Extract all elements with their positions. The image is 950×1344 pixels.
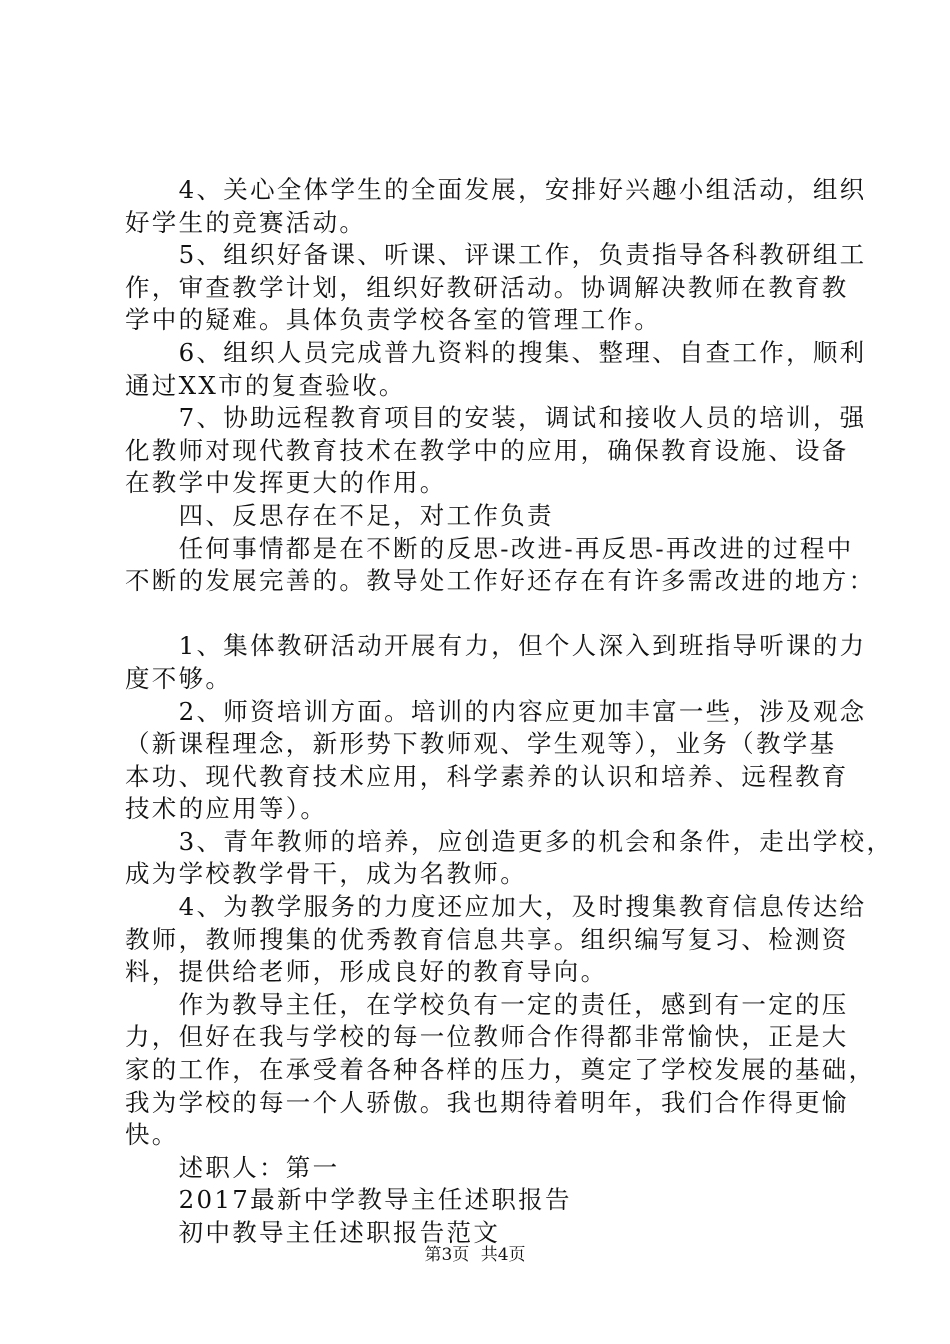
text-line: 好学生的竞赛活动。: [125, 207, 367, 237]
signature-line: 述职人：第一: [125, 1152, 340, 1182]
page-number: 第3页: [424, 1245, 470, 1265]
text-line: 化教师对现代教育技术在教学中的应用，确保教育设施、设备: [125, 435, 849, 465]
text-line: 教师，教师搜集的优秀教育信息共享。组织编写复习、检测资: [125, 924, 849, 954]
section-heading: 四、反思存在不足，对工作负责: [125, 500, 554, 530]
text-line: 2、师资培训方面。培训的内容应更加丰富一些，涉及观念: [125, 696, 867, 726]
text-line: 家的工作，在承受着各种各样的压力，奠定了学校发展的基础，: [125, 1055, 876, 1085]
text-line: 度不够。: [125, 663, 233, 693]
text-line: 不断的发展完善的。教导处工作好还存在有许多需改进的地方：: [125, 566, 876, 596]
text-line: 6、组织人员完成普九资料的搜集、整理、自查工作，顺利: [125, 337, 867, 367]
text-line: 4、关心全体学生的全面发展，安排好兴趣小组活动，组织: [125, 175, 867, 204]
text-line: 快。: [125, 1120, 179, 1150]
related-title: 初中教导主任述职报告范文: [125, 1218, 501, 1247]
text-line: 作，审查教学计划，组织好教研活动。协调解决教师在教育教: [125, 272, 849, 302]
document-body: [125, 174, 894, 1250]
text-line: 5、组织好备课、听课、评课工作，负责指导各科教研组工: [125, 240, 867, 270]
text-line: 3、青年教师的培养，应创造更多的机会和条件，走出学校，: [125, 826, 894, 856]
text-line: 通过XX市的复查验收。: [125, 370, 406, 400]
text-line: 我为学校的每一个人骄傲。我也期待着明年，我们合作得更愉: [125, 1087, 849, 1117]
text-line: 1、集体教研活动开展有力，但个人深入到班指导听课的力: [125, 631, 867, 661]
text-line: 成为学校教学骨干，成为名教师。: [125, 859, 527, 889]
text-line: （新课程理念，新形势下教师观、学生观等），业务（教学基: [125, 729, 837, 759]
text-line: 技术的应用等）。: [125, 794, 328, 824]
page-footer: [0, 1240, 950, 1265]
text-line: 任何事情都是在不断的反思-改进-再反思-再改进的过程中: [125, 533, 854, 563]
text-line: 力，但好在我与学校的每一位教师合作得都非常愉快，正是大: [125, 1022, 849, 1052]
text-line: 料，提供给老师，形成良好的教育导向。: [125, 957, 608, 987]
blank-line: [125, 598, 845, 631]
related-title: 2017最新中学教导主任述职报告: [125, 1185, 572, 1215]
text-line: 7、协助远程教育项目的安装，调试和接收人员的培训，强: [125, 403, 867, 433]
text-line: 本功、现代教育技术应用，科学素养的认识和培养、远程教育: [125, 761, 849, 791]
text-line: 4、为教学服务的力度还应加大，及时搜集教育信息传达给: [125, 892, 867, 922]
text-line: 作为教导主任，在学校负有一定的责任，感到有一定的压: [125, 989, 849, 1019]
text-line: 学中的疑难。具体负责学校各室的管理工作。: [125, 305, 661, 335]
text-line: 在教学中发挥更大的作用。: [125, 468, 447, 498]
page-total: 共4页: [480, 1245, 526, 1265]
